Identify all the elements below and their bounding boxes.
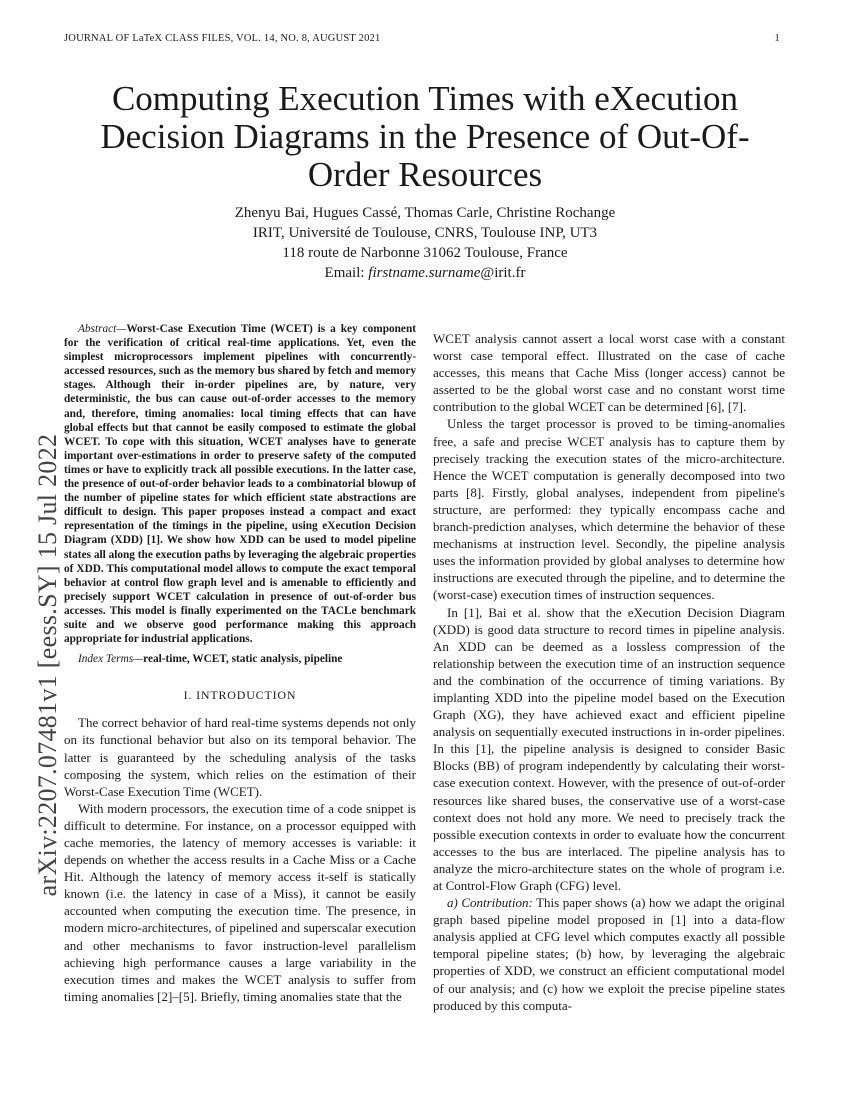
page-number: 1 bbox=[774, 33, 780, 44]
left-column bbox=[64, 322, 416, 1005]
contribution-paragraph bbox=[433, 894, 785, 1014]
abstract bbox=[64, 322, 416, 646]
paper-title: Computing Execution Times with eXecution Decision Diagrams in the Presence of Out-Of-Order Resources bbox=[100, 79, 750, 194]
email-user: firstname.surname bbox=[368, 265, 481, 281]
index-terms-text: real-time, WCET, static analysis, pipeline bbox=[143, 653, 343, 666]
body-paragraph: With modern processors, the execution time of a code snippet is difficult to determine. For instance, on a processor equipped with cache memories, the latency of memory accesses is variable: it depends on whether the access results in a Cache Miss or a Cache Hit. Although the latency of memory access it-self is statically known (i.e. the latency in case of a Miss), it cannot be easily accounted when computing the execution time. The presence, in modern micro-architectures, of pipelined and superscalar execution and other mechanisms to favor instruction-level parallelism achieving high performance causes a large variability in the execution times and makes the WCET analysis to suffer from timing anomalies [2]–[5]. Briefly, timing anomalies state that the bbox=[64, 800, 416, 1004]
running-header: JOURNAL OF LaTeX CLASS FILES, VOL. 14, NO. 8, AUGUST 2021 bbox=[64, 33, 381, 44]
body-paragraph: In [1], Bai et al. show that the eXecution Decision Diagram (XDD) is good data structure to record times in pipeline analysis. An XDD can be deemed as a lossless compression of the relationship between the execution time of an instruction sequence and the combination of the occurrence of timing variations. By implanting XDD into the pipeline model based on the Execution Graph (XG), they have achieved exact and efficient pipeline analysis on sequentially executed instructions in in-order pipelines. In this [1], the pipeline analysis is designed to consider Basic Blocks (BB) of program independently by calculating their worst-case execution context. However, with the presence of out-of-order resources like shared buses, the conservative use of a worst-case context does not hold any more. We need to precisely track the possible execution contexts in order to evaluate how the concurrent accesses to the bus are interlaced. The pipeline analysis has to analyze the micro-architecture states on the whole of program i.e. at Control-Flow Graph (CFG) level. bbox=[433, 604, 785, 893]
author-names: Zhenyu Bai, Hugues Cassé, Thomas Carle, Christine Rochange bbox=[234, 205, 616, 221]
affiliation: IRIT, Université de Toulouse, CNRS, Toulouse INP, UT3 bbox=[252, 225, 598, 241]
contribution-text: This paper shows (a) how we adapt the original graph based pipeline model proposed in [1] into a data-flow analysis applied at CFG level which computes exactly all possible temporal pipeline states; (b) how, by leveraging the algebraic properties of XDD, we construct an efficient computational model of our analysis; and (c) how we exploit the precise pipeline states produced by this computa- bbox=[433, 895, 786, 1013]
email-prefix: Email: bbox=[324, 265, 365, 281]
email-domain: @irit.fr bbox=[480, 265, 526, 281]
arxiv-identifier: arXiv:2207.07481v1 [eess.SY] 15 Jul 2022 bbox=[33, 433, 62, 897]
contribution-label: a) Contribution: bbox=[447, 895, 533, 911]
body-paragraph: WCET analysis cannot assert a local worst case with a constant worst case temporal effect. Illustrated on the case of cache accesses, this means that Cache Miss (longer access) cannot be asserted to be the global worst case and no constant worst time contribution to the global WCET can be determined [6], [7]. bbox=[433, 331, 785, 415]
index-terms bbox=[64, 652, 416, 666]
abstract-text: Worst-Case Execution Time (WCET) is a key component for the verification of critical real-time applications. Yet, even the simplest microprocessors implement pipelines with concurrently-accessed resources, such as the memory bus shared by fetch and memory stages. Although their in-order pipelines are, by nature, very deterministic, the bus can cause out-of-order accesses to the memory and, therefore, timing anomalies: local timing effects that can have global effects but that cannot be easily composed to estimate the global WCET. To cope with this situation, WCET analyses have to generate important over-estimations in order to preserve safety of the computed times or have to explicitly track all possible executions. In the latter case, the presence of out-of-order behavior leads to a combinatorial blowup of the number of pipeline states for which efficient state abstractions are difficult to design. This paper proposes instead a compact and exact representation of the timings in the pipeline, using eXecution Decision Diagram (XDD) [1]. We show how XDD can be used to model pipeline states all along the execution paths by leveraging the algebraic properties of XDD. This computational model allows to compute the exact temporal behavior at control flow graph level and is amenable to efficiently and precisely support WCET calculation in presence of out-of-order bus accesses. This model is finally experimented on the TACLe benchmark suite and we observe good performance making this approach appropriate for industrial applications. bbox=[64, 323, 416, 646]
address: 118 route de Narbonne 31062 Toulouse, France bbox=[282, 245, 568, 261]
right-column bbox=[433, 330, 785, 1014]
body-paragraph: Unless the target processor is proved to be timing-anomalies free, a safe and precise WCET analysis has to capture them by precisely tracking the execution states of the micro-architecture. Hence the WCET computation is generally decomposed into two parts [8]. Firstly, global analyses, independent from pipeline's structure, are performed: they typically encompass cache and branch-prediction analyses, which determine the behavior of these mechanisms at instruction level. Secondly, the pipeline analysis uses the information provided by global analyses to determine how instructions are executed through the pipeline, and to determine the (worst-case) execution times of instruction sequences. bbox=[433, 416, 785, 603]
abstract-label: Abstract— bbox=[78, 323, 127, 335]
email-line bbox=[150, 263, 700, 283]
index-terms-label: Index Terms— bbox=[78, 653, 144, 666]
section-heading: I. INTRODUCTION bbox=[183, 688, 297, 703]
body-paragraph: The correct behavior of hard real-time systems depends not only on its functional behavior but also on its temporal behavior. The latter is guaranteed by the scheduling analysis of the tasks composing the system, which relies on the estimation of their Worst-Case Execution Time (WCET). bbox=[64, 715, 416, 799]
author-block bbox=[150, 203, 700, 283]
